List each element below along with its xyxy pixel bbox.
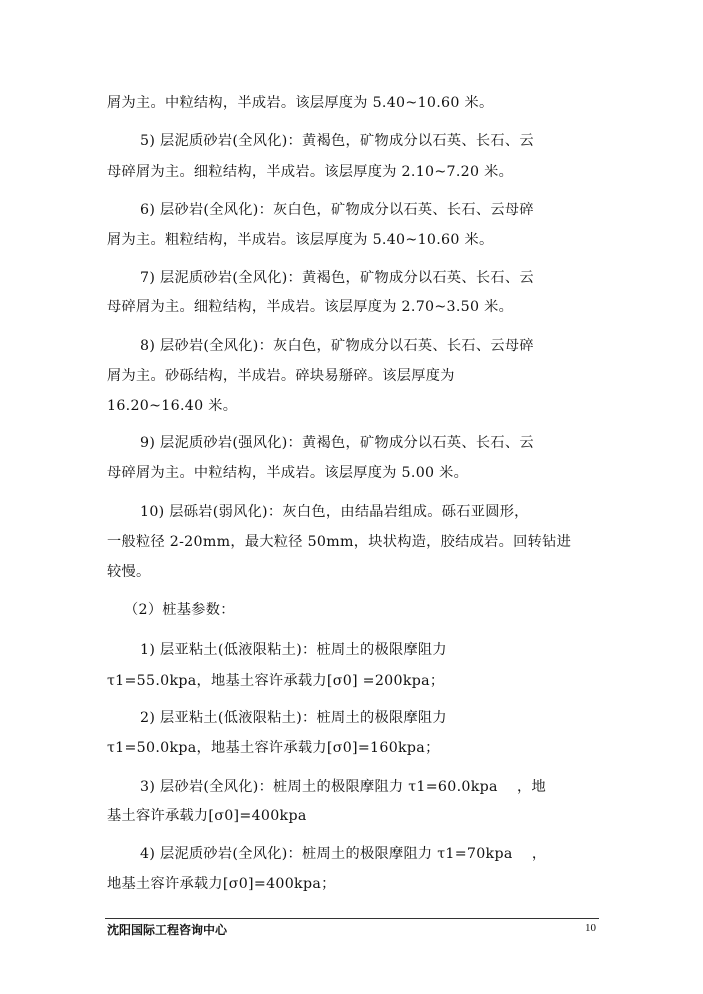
body-line-4: 6) 层砂岩(全风化)：灰白色，矿物成分以石英、长石、云母碎 xyxy=(140,202,534,218)
body-line-12: 母碎屑为主。中粒结构，半成岩。该层厚度为 5.00 米。 xyxy=(107,465,469,481)
body-line-19: 2) 层亚粘土(低液限粘土)：桩周土的极限摩阻力 xyxy=(140,710,447,726)
body-line-6: 7) 层泥质砂岩(全风化)：黄褐色，矿物成分以石英、长石、云 xyxy=(140,270,534,286)
body-line-3: 母碎屑为主。细粒结构，半成岩。该层厚度为 2.10~7.20 米。 xyxy=(107,164,514,180)
body-line-23: 4) 层泥质砂岩(全风化)：桩周土的极限摩阻力 τ1=70kpa ， xyxy=(140,846,547,862)
body-line-5: 屑为主。粗粒结构，半成岩。该层厚度为 5.40~10.60 米。 xyxy=(107,232,494,248)
body-line-7: 母碎屑为主。细粒结构，半成岩。该层厚度为 2.70~3.50 米。 xyxy=(107,299,514,315)
page-number: 10 xyxy=(585,922,596,934)
body-line-14: 一般粒径 2-20mm，最大粒径 50mm，块状构造，胶结成岩。回转钻进 xyxy=(107,534,572,550)
body-line-11: 9) 层泥质砂岩(强风化)：黄褐色，矿物成分以石英、长石、云 xyxy=(140,435,534,451)
body-line-8: 8) 层砂岩(全风化)：灰白色，矿物成分以石英、长石、云母碎 xyxy=(140,338,534,354)
footer-divider xyxy=(105,918,599,919)
body-line-13: 10) 层砾岩(弱风化)：灰白色，由结晶岩组成。砾石亚圆形， xyxy=(140,504,529,520)
body-line-18: τ1=55.0kpa，地基土容许承载力[σ0] =200kpa； xyxy=(107,673,445,689)
body-line-2: 5) 层泥质砂岩(全风化)：黄褐色，矿物成分以石英、长石、云 xyxy=(140,133,534,149)
body-line-9: 屑为主。砂砾结构，半成岩。碎块易掰碎。该层厚度为 xyxy=(107,368,455,384)
body-line-1: 屑为主。中粒结构，半成岩。该层厚度为 5.40~10.60 米。 xyxy=(107,95,494,111)
body-line-20: τ1=50.0kpa，地基土容许承载力[σ0]=160kpa； xyxy=(107,740,440,756)
section-heading: （2）桩基参数： xyxy=(124,602,235,618)
body-line-24: 地基土容许承载力[σ0]=400kpa； xyxy=(107,876,336,892)
body-line-17: 1) 层亚粘土(低液限粘土)：桩周土的极限摩阻力 xyxy=(140,642,447,658)
footer-organization: 沈阳国际工程咨询中心 xyxy=(107,923,228,937)
body-line-21: 3) 层砂岩(全风化)：桩周土的极限摩阻力 τ1=60.0kpa ，地 xyxy=(140,779,547,795)
body-line-10: 16.20~16.40 米。 xyxy=(107,398,238,414)
body-line-15: 较慢。 xyxy=(107,564,151,580)
body-line-22: 基土容许承载力[σ0]=400kpa xyxy=(107,808,307,824)
